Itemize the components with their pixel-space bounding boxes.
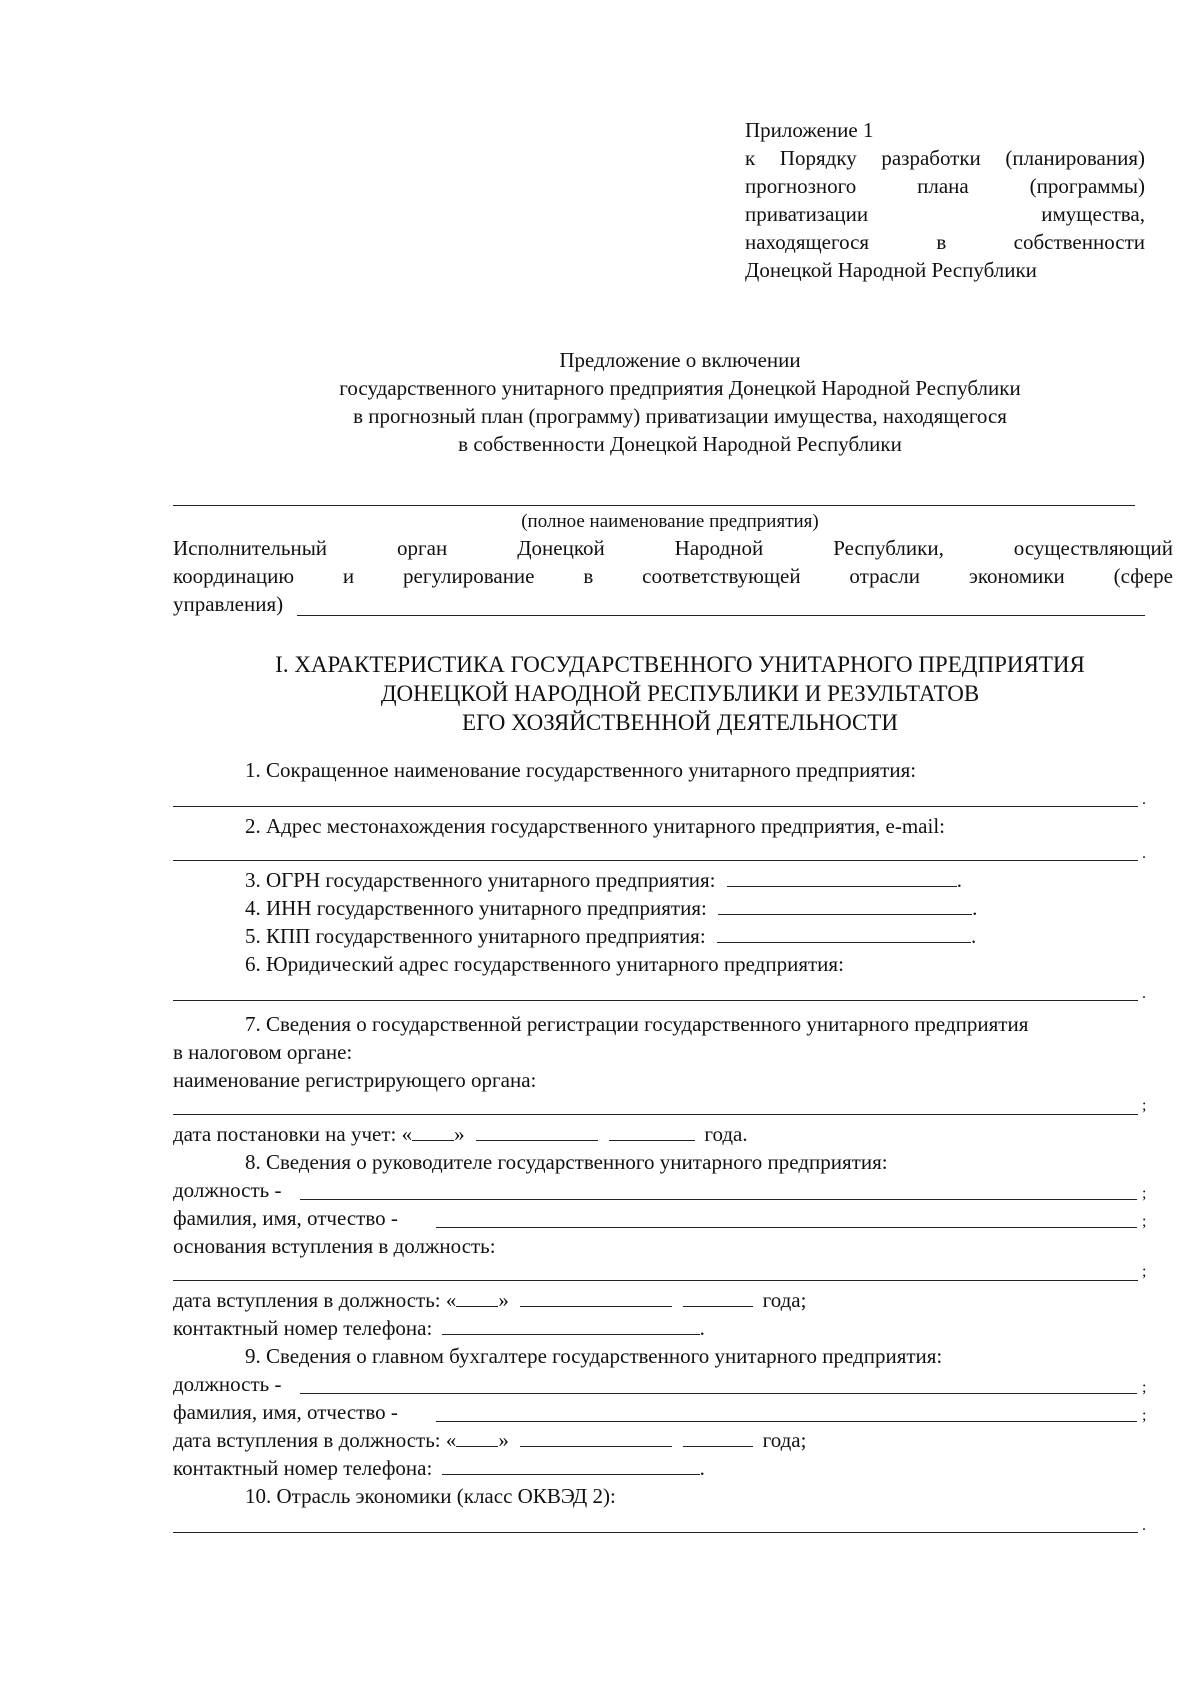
- period: .: [699, 1456, 705, 1480]
- accountant-day-field[interactable]: [456, 1426, 498, 1447]
- director-basis-label: основания вступления в должность:: [173, 1234, 496, 1258]
- director-phone: [173, 1314, 705, 1342]
- accountant-entry-date-label: дата вступления в должность: «: [173, 1428, 457, 1452]
- semicolon: ;: [1142, 1263, 1147, 1280]
- section-heading-line: ЕГО ХОЗЯЙСТВЕННОЙ ДЕЯТЕЛЬНОСТИ: [462, 710, 898, 735]
- registration-day-field[interactable]: [412, 1120, 454, 1141]
- item-director: 8. Сведения о руководителе государственного унитарного предприятия:: [245, 1150, 888, 1174]
- address-field[interactable]: [173, 860, 1138, 861]
- section-heading: [170, 650, 1190, 737]
- kpp-label: 5. КПП государственного унитарного предприятия:: [245, 924, 706, 948]
- section-heading-line: ДОНЕЦКОЙ НАРОДНОЙ РЕСПУБЛИКИ И РЕЗУЛЬТАТОВ: [380, 681, 980, 706]
- director-phone-field[interactable]: [442, 1314, 700, 1335]
- semicolon: ;: [1142, 1213, 1147, 1230]
- accountant-phone: [173, 1454, 705, 1482]
- title-line: в собственности Донецкой Народной Республики: [458, 432, 902, 456]
- director-fio-field[interactable]: [436, 1227, 1137, 1228]
- director-fio-label: фамилия, имя, отчество -: [173, 1206, 398, 1230]
- semicolon: ;: [1142, 1407, 1147, 1424]
- enterprise-name-field[interactable]: [173, 505, 1135, 506]
- registration-date-label: дата постановки на учет: «: [173, 1122, 413, 1146]
- legal-address-field[interactable]: [173, 1000, 1138, 1001]
- item-legal-address: 6. Юридический адрес государственного унитарного предприятия:: [245, 952, 844, 976]
- director-basis-field[interactable]: [173, 1280, 1138, 1281]
- period: .: [1142, 845, 1146, 862]
- title-line: Предложение о включении: [559, 348, 801, 372]
- director-entry-date: [173, 1286, 806, 1314]
- industry-field[interactable]: [173, 1532, 1138, 1533]
- registration-year-field[interactable]: [609, 1120, 695, 1141]
- registering-body-label: наименование регистрирующего органа:: [173, 1068, 537, 1092]
- executive-body-line: управления): [173, 592, 284, 616]
- appendix-line: приватизации имущества,: [745, 202, 1145, 226]
- title-line: государственного унитарного предприятия Донецкой Народной Республики: [339, 376, 1021, 400]
- registration-month-field[interactable]: [476, 1120, 598, 1141]
- accountant-month-field[interactable]: [520, 1426, 672, 1447]
- period: .: [970, 924, 977, 948]
- item-tax-registration: 7. Сведения о государственной регистрации государственного унитарного предприятия: [245, 1012, 1029, 1036]
- item-chief-accountant: 9. Сведения о главном бухгалтере государственного унитарного предприятия:: [245, 1344, 943, 1368]
- document-title: [170, 346, 1190, 458]
- semicolon: ;: [1142, 1097, 1147, 1114]
- accountant-entry-date: [173, 1426, 806, 1454]
- appendix-line: Приложение 1: [745, 118, 874, 142]
- director-phone-label: контактный номер телефона:: [173, 1316, 433, 1340]
- inn-label: 4. ИНН государственного унитарного предприятия:: [245, 896, 707, 920]
- appendix-reference: [745, 116, 1145, 284]
- director-year-field[interactable]: [683, 1286, 753, 1307]
- period: .: [956, 868, 962, 892]
- accountant-fio-field[interactable]: [436, 1421, 1137, 1422]
- director-day-field[interactable]: [456, 1286, 498, 1307]
- accountant-fio-label: фамилия, имя, отчество -: [173, 1400, 398, 1424]
- period: .: [1142, 985, 1146, 1002]
- inn-field[interactable]: [718, 894, 972, 915]
- kpp-field[interactable]: [717, 922, 971, 943]
- executive-body-field[interactable]: [297, 615, 1145, 616]
- executive-body-line: Исполнительный орган Донецкой Народной Республики, осуществляющий: [173, 536, 1173, 560]
- period: .: [699, 1316, 705, 1340]
- short-name-field[interactable]: [173, 806, 1138, 807]
- ogrn-field[interactable]: [727, 866, 957, 887]
- appendix-line: находящегося в собственности: [745, 230, 1145, 254]
- year-word: года.: [704, 1122, 748, 1146]
- accountant-position-label: должность -: [173, 1372, 282, 1396]
- quote-close: »: [454, 1122, 465, 1146]
- quote-close: »: [498, 1428, 509, 1452]
- item-short-name: 1. Сокращенное наименование государственного унитарного предприятия:: [245, 758, 917, 782]
- director-position-label: должность -: [173, 1178, 282, 1202]
- item-kpp: [245, 922, 976, 950]
- enterprise-name-caption: (полное наименование предприятия): [521, 511, 819, 532]
- section-heading-line: I. ХАРАКТЕРИСТИКА ГОСУДАРСТВЕННОГО УНИТАРНОГО ПРЕДПРИЯТИЯ: [275, 652, 1085, 677]
- appendix-line: прогнозного плана (программы): [745, 174, 1145, 198]
- item-industry: 10. Отрасль экономики (класс ОКВЭД 2):: [245, 1484, 616, 1508]
- item-address: 2. Адрес местонахождения государственного унитарного предприятия, e-mail:: [245, 814, 945, 838]
- ogrn-label: 3. ОГРН государственного унитарного предприятия:: [245, 868, 716, 892]
- item-inn: [245, 894, 977, 922]
- accountant-phone-field[interactable]: [442, 1454, 700, 1475]
- quote-close: »: [498, 1288, 509, 1312]
- director-position-field[interactable]: [300, 1199, 1137, 1200]
- registering-body-field[interactable]: [173, 1114, 1138, 1115]
- appendix-line: Донецкой Народной Республики: [745, 258, 1037, 282]
- director-month-field[interactable]: [520, 1286, 672, 1307]
- year-word: года;: [762, 1428, 807, 1452]
- accountant-position-field[interactable]: [300, 1393, 1137, 1394]
- period: .: [972, 896, 978, 920]
- accountant-year-field[interactable]: [683, 1426, 753, 1447]
- title-line: в прогнозный план (программу) приватизации имущества, находящегося: [353, 404, 1007, 428]
- item-ogrn: [245, 866, 962, 894]
- period: .: [1142, 791, 1146, 808]
- period: .: [1142, 1517, 1146, 1534]
- appendix-line: к Порядку разработки (планирования): [745, 146, 1145, 170]
- semicolon: ;: [1142, 1185, 1147, 1202]
- year-word: года;: [762, 1288, 807, 1312]
- accountant-phone-label: контактный номер телефона:: [173, 1456, 433, 1480]
- item-tax-registration-cont: в налоговом органе:: [173, 1040, 353, 1064]
- executive-body-line: координацию и регулирование в соответствующей отрасли экономики (сфере: [173, 564, 1173, 588]
- director-entry-date-label: дата вступления в должность: «: [173, 1288, 457, 1312]
- registration-date: [173, 1120, 748, 1148]
- semicolon: ;: [1142, 1379, 1147, 1396]
